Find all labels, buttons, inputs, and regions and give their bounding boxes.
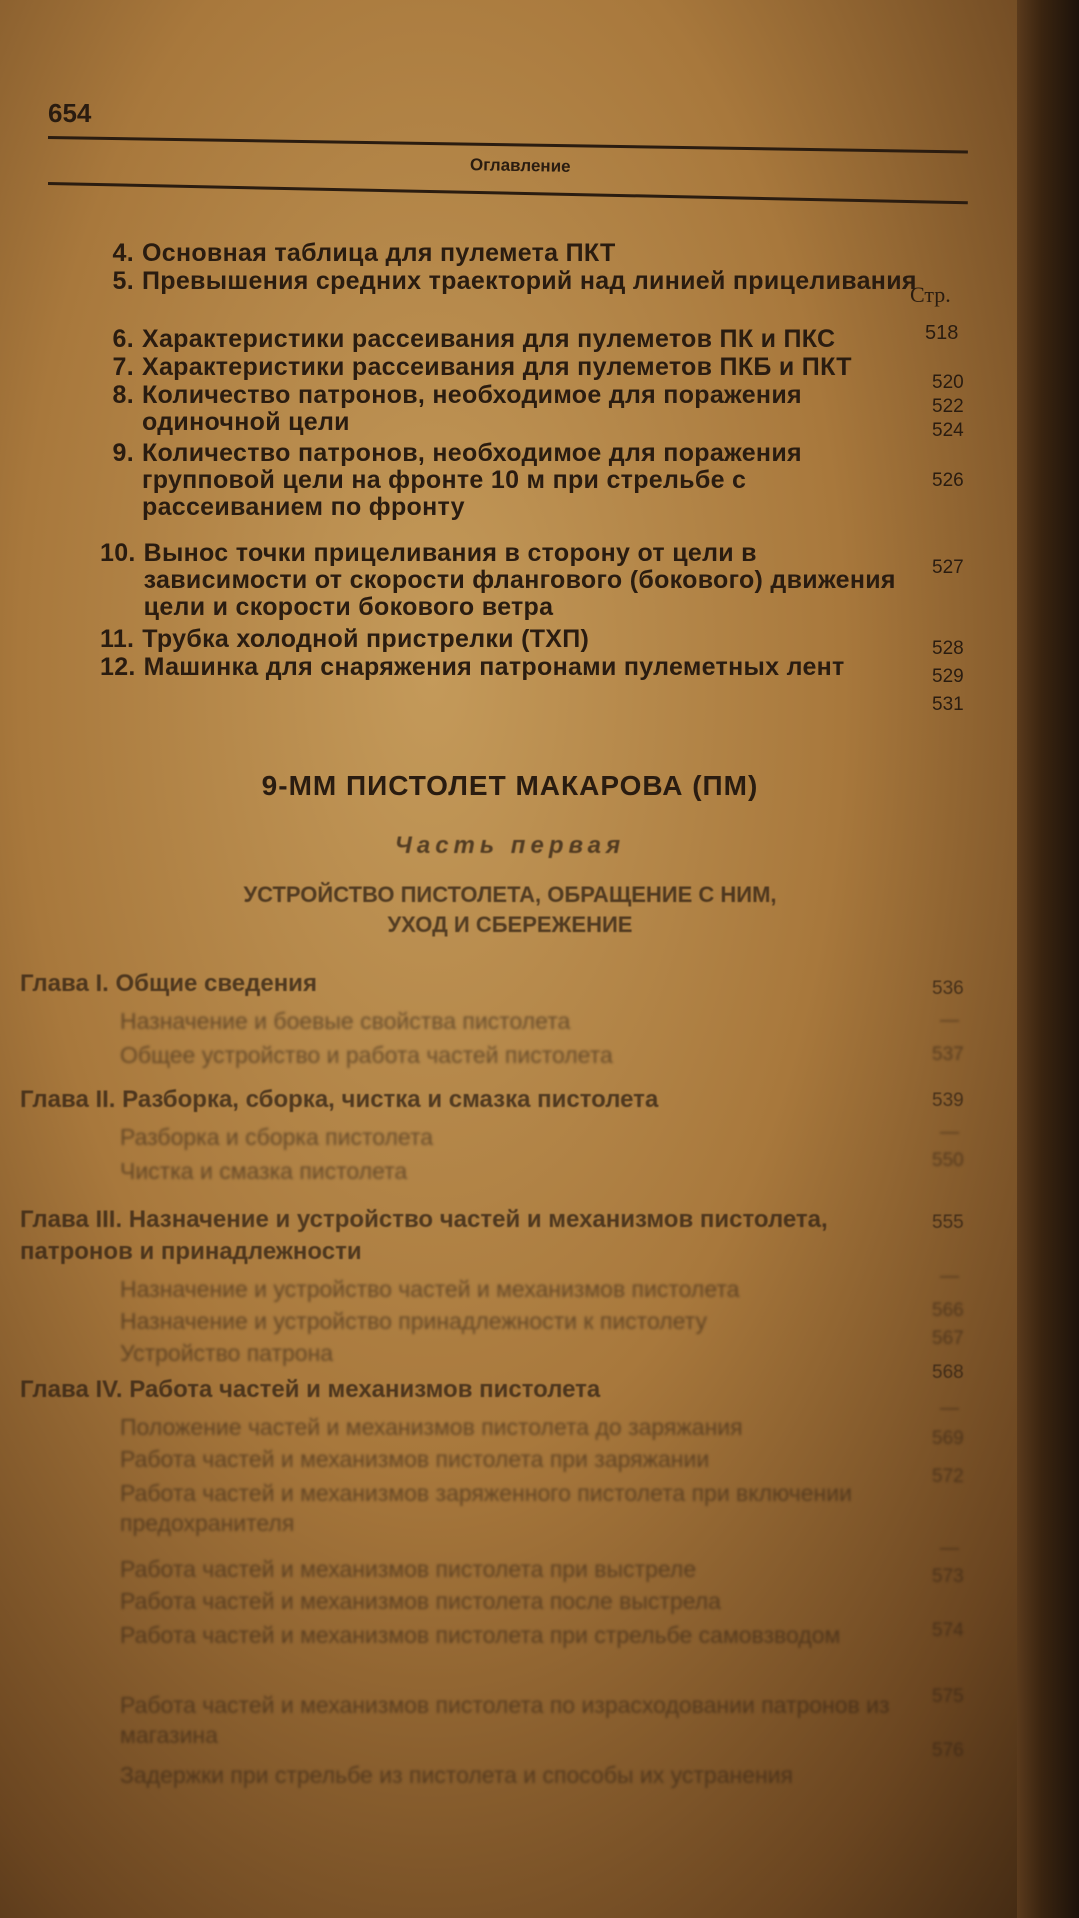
item-page: 572 [932,1466,964,1487]
item-page: — [940,1122,959,1143]
header-rule [48,136,968,153]
part-title: Часть первая [394,832,626,859]
item-page: 573 [932,1566,964,1587]
item-page: — [940,1538,959,1559]
chapter-item: Работа частей и механизмов пистолета при стрельбе самовзводом [120,1622,841,1648]
item-text: Характеристики рассеивания для пулеметов ПК и ПКС [142,325,836,353]
toc-item [100,654,920,681]
chapter-item: Работа частей и механизмов заряженного пистолета при включении предохранителя [120,1480,852,1536]
item-text: Основная таблица для пулемета ПКТ [142,239,616,267]
toc-item [100,326,920,353]
chapter-heading [20,1086,900,1114]
item-page: 550 [932,1150,964,1171]
chapter-item: Работа частей и механизмов пистолета при выстреле [120,1556,697,1582]
item-page: — [940,1266,959,1287]
book-page [0,60,1020,1918]
toc-item [100,268,920,295]
toc-item [100,540,920,621]
page-number: 654 [48,98,92,128]
chapter-page: 536 [932,978,964,999]
chapter-item: Назначение и устройство принадлежности к пистолету [120,1308,707,1334]
item-page: 531 [932,694,964,715]
item-number: 9. [112,439,134,467]
toc-item [100,240,920,267]
toc-item [100,354,920,381]
section-title: 9-ММ ПИСТОЛЕТ МАКАРОВА (ПМ) [261,770,759,801]
item-page: 518 [925,322,959,344]
chapter-label: Глава II. Разборка, сборка, чистка и смазка пистолета [20,1086,659,1113]
item-text: Вынос точки прицеливания в сторону от цели в зависимости от скорости флангового (бокового) движения цели и скорости бокового ветра [143,539,896,621]
item-number: 6. [112,325,134,353]
page-column-label: Стр. [910,282,951,307]
toc-item [100,626,920,653]
item-page: 529 [932,666,964,687]
item-page: 527 [932,557,964,578]
item-text: Машинка для снаряжения патронами пулеметных лент [143,653,845,681]
item-text: Количество патронов, необходимое для поражения одиночной цели [142,381,802,436]
item-page: 575 [932,1686,964,1707]
chapter-heading [20,970,900,998]
item-page: 569 [932,1428,964,1449]
chapter-label: Глава III. Назначение и устройство частей и механизмов пистолета, патронов и принадлежности [20,1206,828,1265]
item-page: 574 [932,1620,964,1641]
item-page: — [940,1010,959,1031]
chapter-item: Задержки при стрельбе из пистолета и способы их устранения [120,1762,793,1788]
item-page: 567 [932,1328,964,1349]
item-page: 528 [932,638,964,659]
chapter-item: Работа частей и механизмов пистолета при заряжании [120,1446,710,1472]
item-page: 566 [932,1300,964,1321]
chapter-page: 539 [932,1090,964,1111]
chapter-item: Работа частей и механизмов пистолета после выстрела [120,1588,721,1614]
book-spine-edge [1017,0,1079,1918]
item-number: 8. [112,381,134,409]
toc-item [100,382,920,436]
chapter-item: Положение частей и механизмов пистолета до заряжания [120,1414,743,1440]
chapter-item: Работа частей и механизмов пистолета по израсходовании патронов из магазина [120,1692,890,1748]
item-text: Количество патронов, необходимое для поражения групповой цели на фронте 10 м при стрельбе с рассеиванием по фронту [142,439,802,521]
item-number: 5. [112,267,134,295]
chapter-page: 568 [932,1362,964,1383]
chapter-heading [20,1376,900,1404]
item-number: 7. [112,353,134,381]
chapter-heading [20,1204,900,1268]
item-text: Трубка холодной пристрелки (ТХП) [142,625,590,653]
part-subtitle: УСТРОЙСТВО ПИСТОЛЕТА, ОБРАЩЕНИЕ С НИМ, [243,882,777,907]
part-subtitle: УХОД И СБЕРЕЖЕНИЕ [387,912,633,937]
item-text: Характеристики рассеивания для пулеметов ПКБ и ПКТ [142,353,852,381]
chapter-item: Чистка и смазка пистолета [120,1158,408,1184]
item-number: 10. [100,539,136,567]
item-page: 537 [932,1044,964,1065]
chapter-item: Общее устройство и работа частей пистолета [120,1042,613,1068]
chapter-item: Назначение и устройство частей и механизмов пистолета [120,1276,740,1302]
chapter-label: Глава I. Общие сведения [20,970,317,997]
toc-item [100,440,920,521]
header-rule-bottom [48,182,968,204]
item-page: — [940,1398,959,1419]
chapter-item: Устройство патрона [120,1340,334,1366]
chapter-item: Разборка и сборка пистолета [120,1124,434,1150]
item-page: 576 [932,1740,964,1761]
chapter-item: Назначение и боевые свойства пистолета [120,1008,571,1034]
item-page: 522 [932,396,964,417]
item-page: 524 [932,420,964,441]
running-head: Оглавление [469,155,571,176]
item-page: 520 [932,372,964,393]
item-text: Превышения средних траекторий над линией прицеливания [142,267,917,295]
chapter-label: Глава IV. Работа частей и механизмов пистолета [20,1376,601,1403]
item-number: 11. [100,625,135,653]
item-page: 526 [932,470,964,491]
item-number: 12. [100,653,136,681]
item-number: 4. [112,239,134,267]
chapter-page: 555 [932,1212,964,1233]
